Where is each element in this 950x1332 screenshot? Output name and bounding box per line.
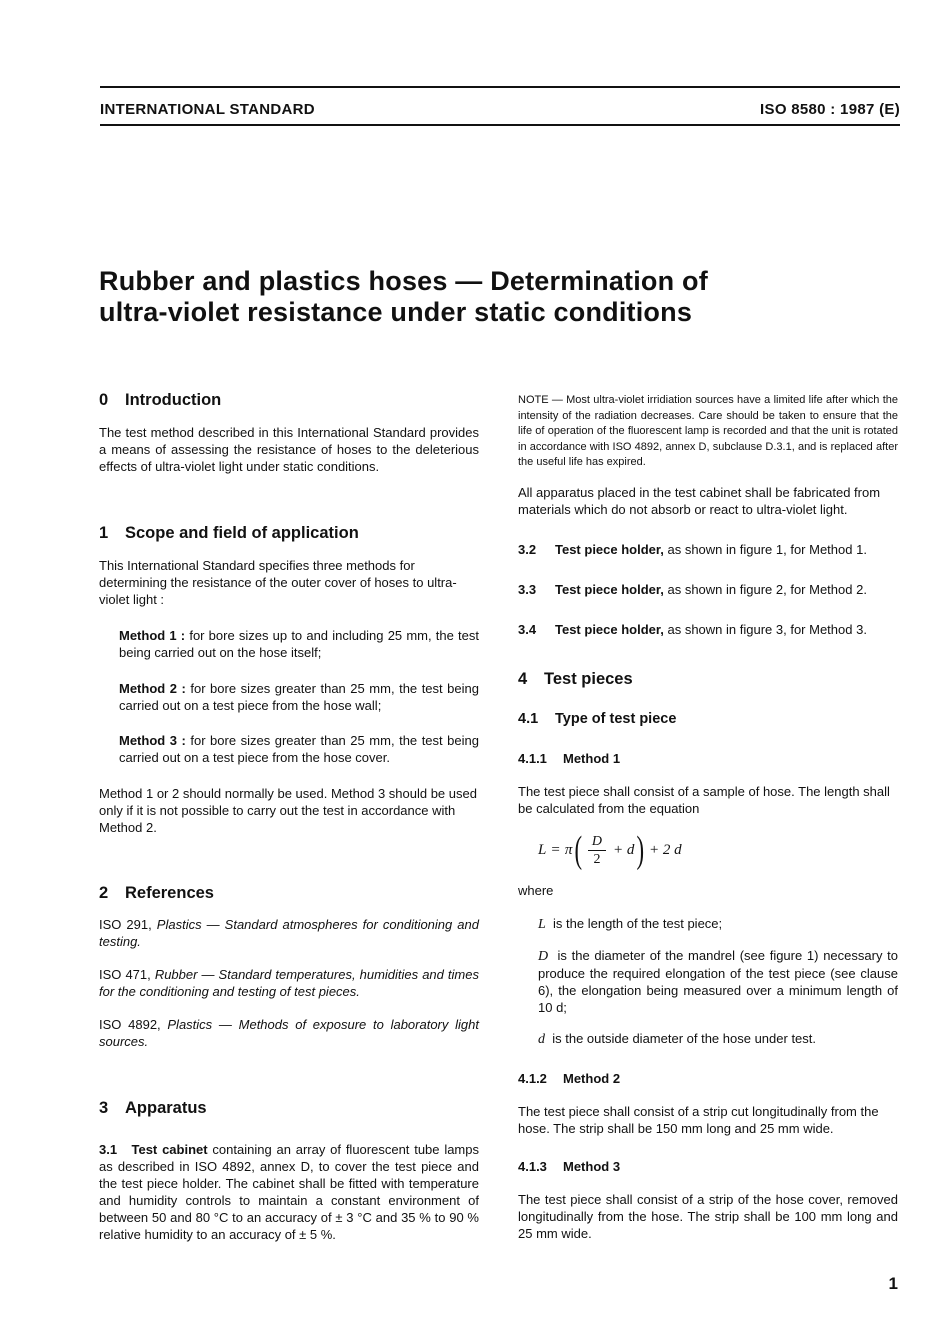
length-equation: [538, 827, 682, 873]
section-heading: [99, 883, 479, 903]
clause-label: Test cabinet: [131, 1142, 208, 1157]
introduction-text: The test method described in this International Standard provides a means of assessing the resistance of hoses to the deleterious effects of ultra-violet light under static conditions.: [99, 425, 479, 474]
clause-text: containing an array of fluorescent tube lamps as described in ISO 4892, annex D, to cover the test piece and the test piece holder. The cabinet shall be fitted with temperature and humidity controls to maintain a constant environment of between 50 and 80 °C to an accuracy of ± 3 °C and 35 % to 90 % relative humidity to an accuracy of ± 5 %.: [99, 1142, 479, 1242]
reference-item: [99, 966, 479, 1000]
where-label: where: [518, 883, 554, 898]
apparatus-materials-text: All apparatus placed in the test cabinet shall be fabricated from materials which do not absorb or react to ultra-violet light.: [518, 485, 881, 517]
clause-number: 4.1.1: [518, 751, 547, 766]
clause-text: as shown in figure 2, for Method 2.: [667, 582, 867, 597]
reference-code: ISO 291,: [99, 917, 152, 932]
section-title: References: [125, 884, 214, 902]
method-1-text: The test piece shall consist of a sample of hose. The length shall be calculated from the equation: [518, 784, 890, 816]
clause-title: Method 3: [563, 1159, 621, 1174]
section-test-pieces: [518, 669, 898, 689]
title-line-2: ultra-violet resistance under static conditions: [99, 297, 693, 327]
subsection-type-of-test-piece: [518, 710, 898, 728]
section-heading: [99, 390, 479, 410]
definition-item: [518, 915, 898, 933]
clause-label: Test piece holder,: [555, 582, 664, 597]
fraction-bar: [588, 850, 606, 851]
header-bottom-rule: [100, 124, 900, 126]
clause-label: Test piece holder,: [555, 542, 664, 557]
page-number: 1: [888, 1274, 898, 1293]
section-heading: [99, 1098, 479, 1118]
reference-code: ISO 4892,: [99, 1017, 161, 1032]
clause-heading: [518, 1158, 898, 1175]
subsection-heading: [518, 710, 898, 728]
definition-text: is the outside diameter of the hose under test.: [552, 1031, 817, 1046]
section-title: Introduction: [125, 391, 222, 409]
section-title: Apparatus: [125, 1099, 207, 1117]
clause-number: 3.2: [518, 542, 537, 557]
clause-label: Test piece holder,: [555, 622, 664, 637]
definition-symbol: d: [538, 1032, 545, 1047]
fraction-numerator: D: [591, 833, 603, 849]
clause-text: as shown in figure 1, for Method 1.: [667, 542, 867, 557]
equation-close-paren: ): [636, 829, 645, 871]
document-reference: ISO 8580 : 1987 (E): [760, 101, 900, 118]
clause-heading: [518, 1070, 898, 1087]
reference-title: Plastics — Standard atmospheres for conditioning and testing.: [99, 917, 479, 949]
scope-text: This International Standard specifies three methods for determining the resistance of the outer cover of hoses to ultra-violet light :: [99, 558, 457, 607]
method-text: for bore sizes up to and including 25 mm, the test being carried out on the hose itself;: [119, 628, 479, 660]
holder-clause: [518, 581, 898, 598]
section-number: 1: [99, 524, 109, 542]
definition-text: is the length of the test piece;: [553, 916, 723, 931]
document-type-label: INTERNATIONAL STANDARD: [100, 101, 315, 118]
reference-code: ISO 471,: [99, 967, 151, 982]
section-apparatus: [99, 1098, 479, 1118]
method-text: for bore sizes greater than 25 mm, the test being carried out on a test piece from the hose cover.: [119, 733, 479, 765]
method-text: for bore sizes greater than 25 mm, the test being carried out on a test piece from the hose wall;: [119, 681, 479, 713]
section-title: Test pieces: [544, 670, 633, 688]
section-references: [99, 883, 479, 903]
lamp-note: NOTE — Most ultra-violet irridiation sources have a limited life after which the intensity of the radiation decreases. Care should be taken to ensure that the life of operation of the fluorescent lamp is recorded and that the unit is rotated in accordance with ISO 4892, annex D, subclause D.3.1, and is replaced after the useful life has expired.: [518, 394, 898, 468]
section-heading: [99, 523, 479, 543]
section-number: 0: [99, 391, 109, 409]
test-cabinet-clause: [99, 1141, 479, 1243]
clause-method-2: [518, 1070, 898, 1087]
scope-closing-text: Method 1 or 2 should normally be used. Method 3 should be used only if it is not possible to carry out the test in accordance with Method 2.: [99, 786, 477, 835]
definition-item: [518, 1030, 898, 1048]
subsection-number: 4.1: [518, 711, 539, 727]
title-line-1: Rubber and plastics hoses — Determination of: [99, 266, 708, 296]
equation-fraction: [588, 834, 606, 867]
equation-tail: + 2 d: [649, 841, 682, 858]
method-label: Method 2 :: [119, 681, 186, 696]
reference-title: Rubber — Standard temperatures, humidities and times for the conditioning and testing of test pieces.: [99, 967, 479, 999]
section-title: Scope and field of application: [125, 524, 359, 542]
equation-open-paren: (: [574, 829, 583, 871]
holder-clause: [518, 541, 898, 558]
clause-heading: [518, 750, 898, 767]
method-3-item: [99, 732, 479, 766]
equation-pi: π: [564, 841, 573, 858]
method-2-item: [99, 680, 479, 714]
clause-number: 3.4: [518, 622, 537, 637]
reference-item: [99, 1016, 479, 1050]
equation-lhs: L: [538, 841, 547, 858]
section-scope: [99, 523, 479, 543]
clause-number: 4.1.3: [518, 1159, 547, 1174]
section-introduction: [99, 390, 479, 410]
clause-method-1: [518, 750, 898, 767]
section-number: 3: [99, 1099, 109, 1117]
section-number: 4: [518, 670, 528, 688]
reference-title: Plastics — Methods of exposure to laboratory light sources.: [99, 1017, 479, 1049]
reference-item: [99, 916, 479, 950]
equation-plus-d: + d: [612, 841, 635, 858]
equation-equals: =: [551, 841, 560, 858]
definition-symbol: L: [538, 917, 546, 932]
definition-text: is the diameter of the mandrel (see figure 1) necessary to produce the required elongation of the test piece (see clause 6), the elongation being measured over a minimum length of 10 d;: [538, 948, 898, 1015]
method-1-item: [99, 627, 479, 661]
header-top-rule: [100, 86, 900, 88]
method-label: Method 3 :: [119, 733, 186, 748]
section-heading: [518, 669, 898, 689]
definition-item: [518, 947, 898, 1016]
clause-number: 3.3: [518, 582, 537, 597]
section-number: 2: [99, 884, 109, 902]
method-3-text: The test piece shall consist of a strip of the hose cover, removed longitudinally from the hose. The strip shall be 100 mm long and 25 mm wide.: [518, 1192, 898, 1241]
document-title: [99, 266, 899, 328]
clause-method-3: [518, 1158, 898, 1175]
fraction-denominator: 2: [593, 851, 601, 867]
clause-title: Method 1: [563, 751, 621, 766]
method-2-text: The test piece shall consist of a strip cut longitudinally from the hose. The strip shall be 150 mm long and 25 mm wide.: [518, 1104, 879, 1136]
clause-title: Method 2: [563, 1071, 621, 1086]
holder-clause: [518, 621, 898, 638]
clause-number: 4.1.2: [518, 1071, 547, 1086]
clause-text: as shown in figure 3, for Method 3.: [667, 622, 867, 637]
definition-symbol: D: [538, 949, 549, 964]
subsection-title: Type of test piece: [555, 711, 677, 727]
clause-number: 3.1: [99, 1142, 118, 1157]
method-label: Method 1 :: [119, 628, 186, 643]
